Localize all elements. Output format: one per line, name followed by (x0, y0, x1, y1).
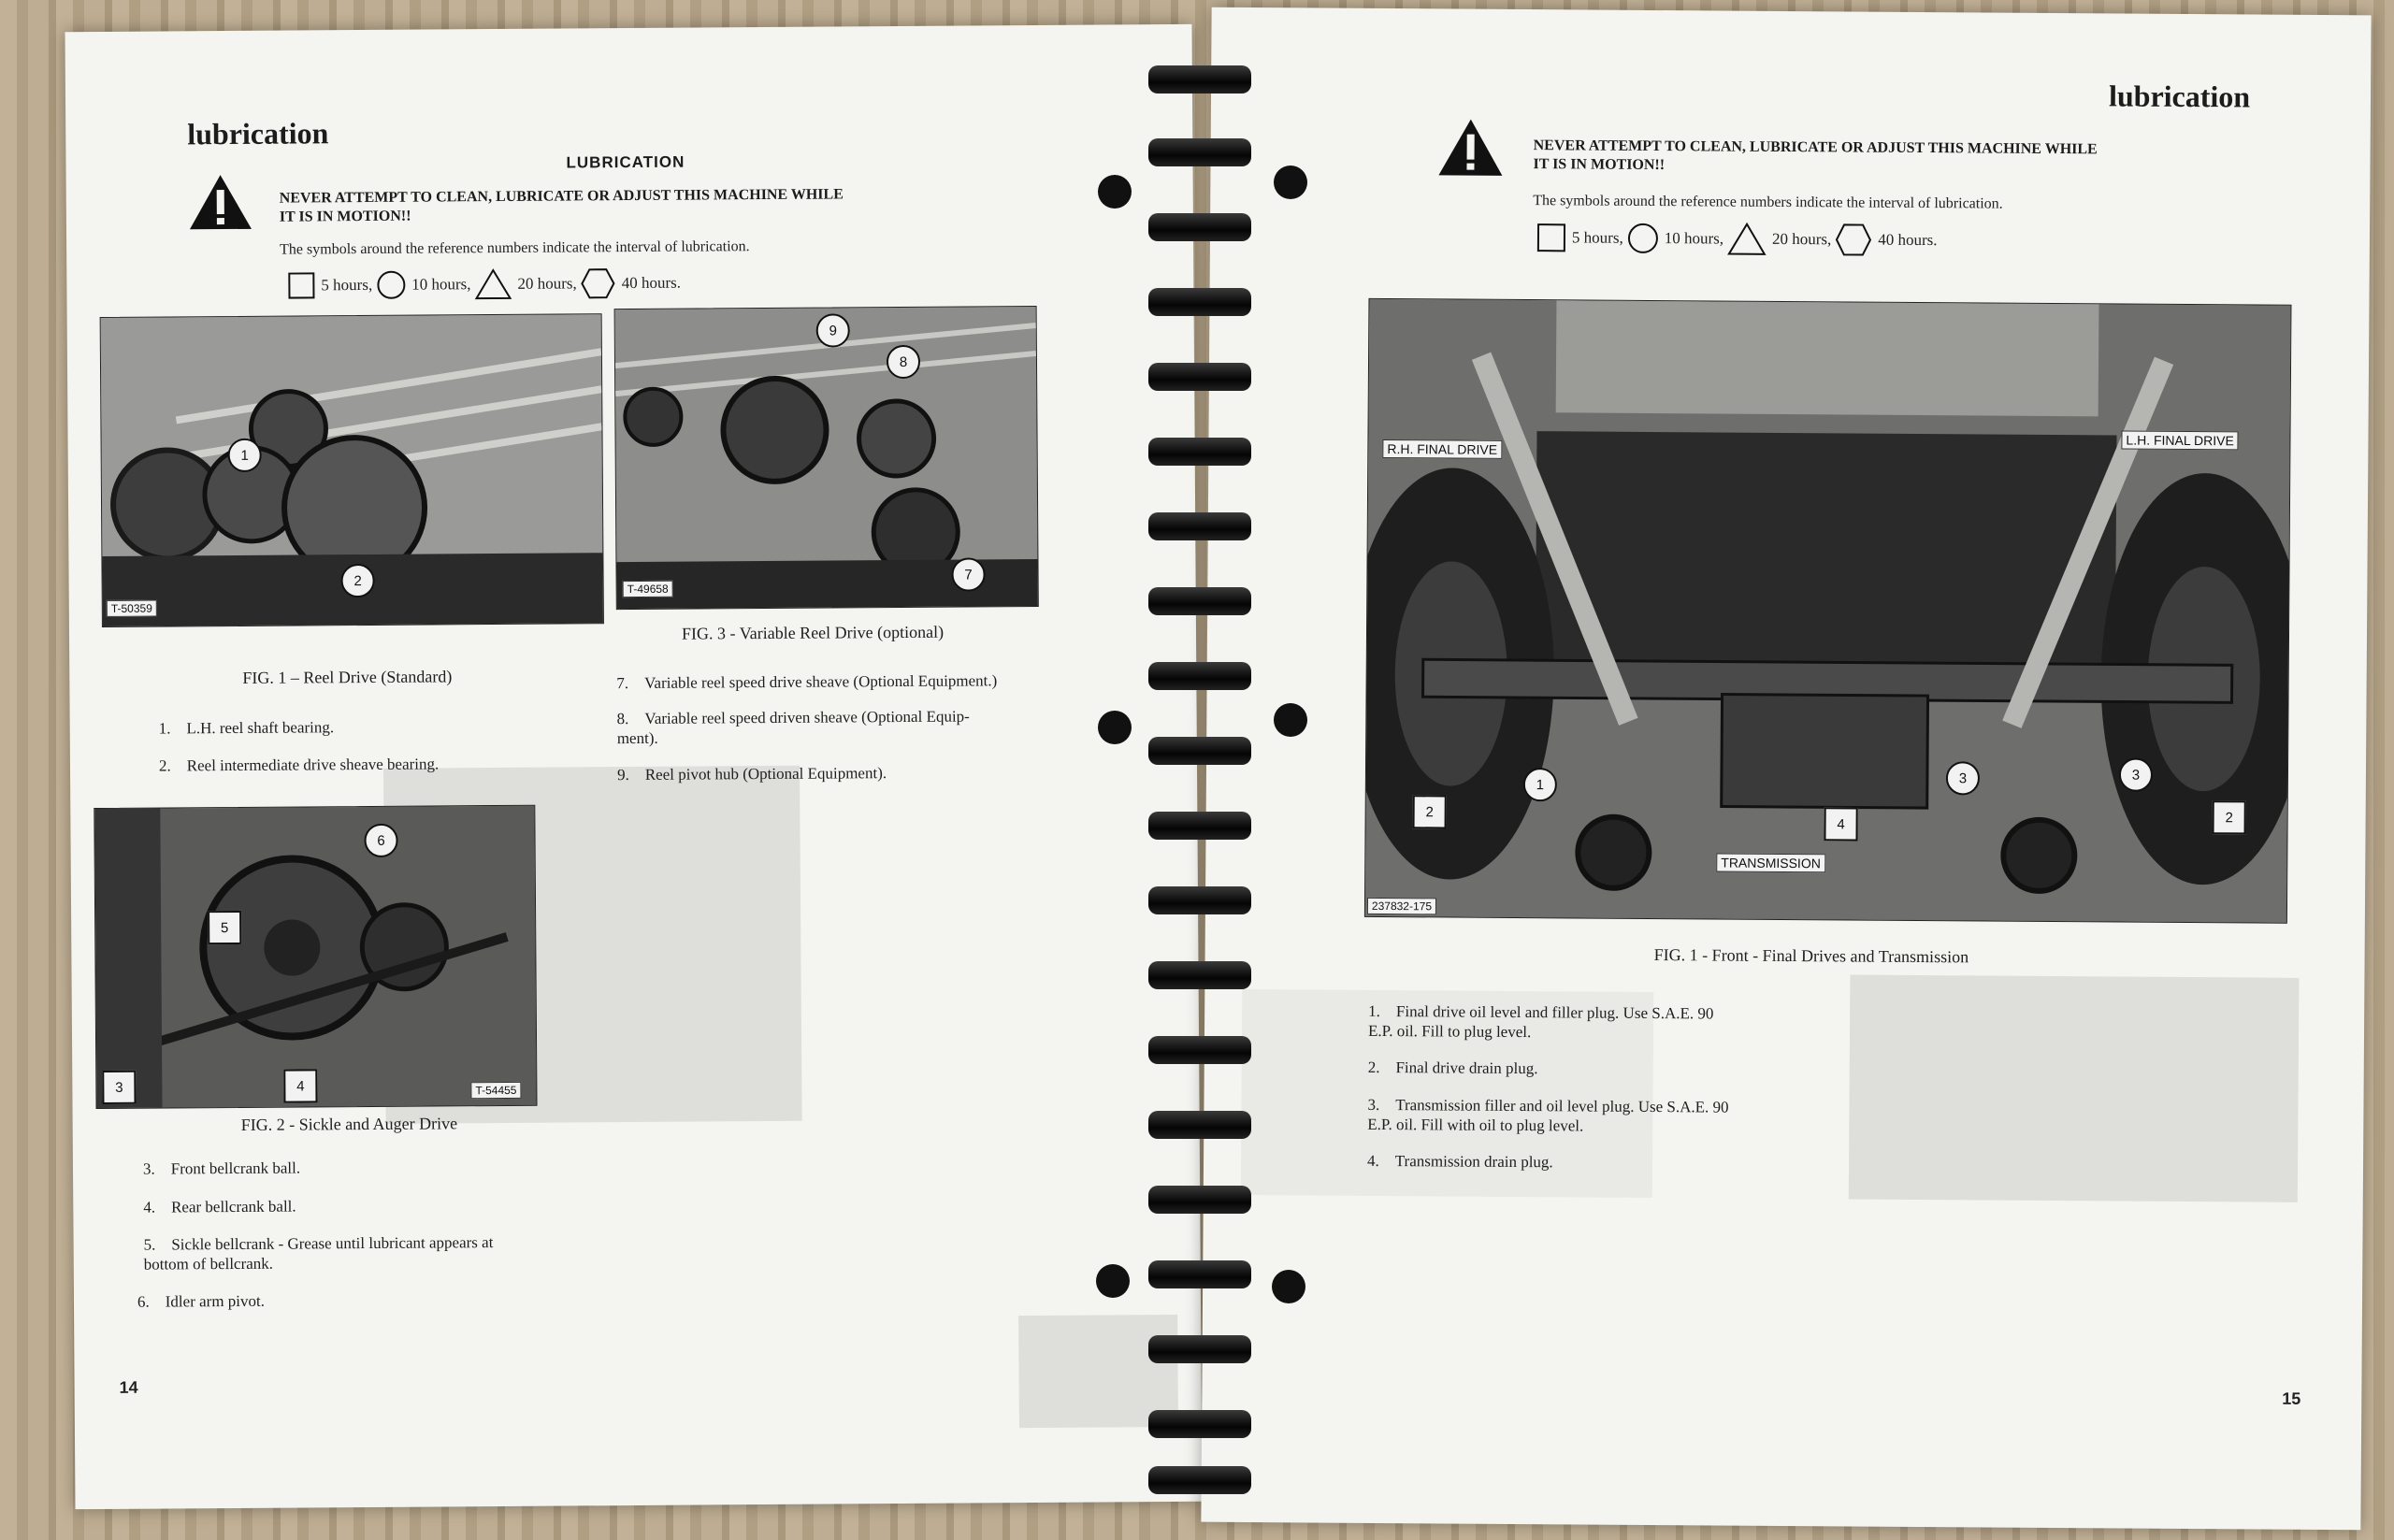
left-page (65, 24, 1202, 1509)
circle-symbol-icon (376, 270, 406, 300)
list-item: 7. Variable reel speed drive sheave (Optional Equipment.) (616, 671, 998, 693)
sickle-drive-illustration (94, 806, 536, 1108)
hexagon-symbol-icon (1835, 223, 1872, 256)
lh-final-drive-label: L.H. FINAL DRIVE (2121, 430, 2239, 450)
warning-icon (1436, 117, 1504, 178)
interval-legend (1533, 221, 1938, 257)
fig3-photo-id: T-49658 (623, 581, 673, 597)
page-heading: LUBRICATION (566, 152, 685, 172)
section-title: lubrication (2108, 79, 2251, 114)
list-item: 4. Rear bellcrank ball. (143, 1197, 296, 1216)
binding-coil (1148, 65, 1251, 94)
interval-intro: The symbols around the reference numbers indicate the interval of lubrication. (280, 238, 750, 258)
binding-coil (1148, 812, 1251, 840)
list-item: 9. Reel pivot hub (Optional Equipment). (616, 764, 887, 784)
symbol-label-5h: 5 hours, (1571, 228, 1623, 247)
binding-coil (1148, 886, 1251, 914)
binding-coil (1148, 1466, 1251, 1494)
list-item: 8. Variable reel speed driven sheave (Optional Equip- ment). (616, 707, 970, 748)
fig1-photo-id: 237832-175 (1367, 898, 1436, 915)
binding-coil (1148, 213, 1251, 241)
fig1-callout-2: 2 (340, 564, 374, 597)
fig1-callout-3-lh: 3 (2119, 757, 2153, 791)
page-number: 15 (2282, 1389, 2301, 1408)
triangle-symbol-icon (1727, 223, 1767, 256)
fig3-caption: FIG. 3 - Variable Reel Drive (optional) (681, 622, 945, 643)
circle-symbol-icon (1627, 223, 1659, 254)
binding-coil (1148, 1111, 1251, 1139)
symbol-label-5h: 5 hours, (321, 275, 373, 295)
fig1-caption: FIG. 1 - Front - Final Drives and Transmission (1653, 945, 1969, 967)
fig2-callout-6: 6 (364, 824, 397, 857)
punch-hole (1274, 166, 1307, 199)
binding-coil (1148, 587, 1251, 615)
warning-icon (188, 173, 253, 231)
interval-intro: The symbols around the reference numbers indicate the interval of lubrication. (1533, 193, 2003, 212)
binding-coil (1148, 1036, 1251, 1064)
binding-coil (1148, 1186, 1251, 1214)
square-symbol-icon (1536, 223, 1566, 252)
fig1-callout-1: 1 (228, 439, 262, 472)
binding-coil (1148, 138, 1251, 166)
square-symbol-icon (287, 271, 315, 299)
binding-coil (1148, 288, 1251, 316)
fig3-variable-reel-drive-photo (614, 306, 1039, 610)
fig3-callout-8: 8 (887, 345, 920, 379)
fig3-callout-7: 7 (951, 557, 985, 591)
list-item: 3. Transmission filler and oil level plug. Use S.A.E. 90 E.P. oil. Fill with oil to plug level. (1367, 1095, 1729, 1135)
fig2-sickle-auger-photo (94, 805, 537, 1109)
list-item: 3. Front bellcrank ball. (142, 1159, 301, 1178)
symbol-label-40h: 40 hours. (621, 273, 682, 293)
binding-coil (1148, 438, 1251, 466)
binding-coil (1148, 961, 1251, 989)
list-item: 4. Transmission drain plug. (1366, 1151, 1553, 1172)
punch-hole (1096, 1264, 1130, 1298)
triangle-symbol-icon (474, 268, 512, 300)
symbol-label-20h: 20 hours, (1771, 229, 1832, 249)
bleed-through-block (1849, 974, 2300, 1202)
list-item: 2. Final drive drain plug. (1367, 1058, 1538, 1078)
punch-hole (1272, 1270, 1305, 1303)
fig1-callout-4: 4 (1824, 807, 1857, 841)
binding-coil (1148, 1260, 1251, 1288)
binding-coil (1148, 512, 1251, 540)
page-number: 14 (119, 1377, 138, 1397)
transmission-label: TRANSMISSION (1716, 853, 1825, 872)
symbol-label-10h: 10 hours, (411, 275, 471, 294)
warning-line-2: IT IS IN MOTION!! (1533, 156, 1666, 174)
symbol-label-20h: 20 hours, (517, 274, 577, 293)
fig2-callout-3: 3 (102, 1071, 136, 1104)
fig1-caption: FIG. 1 – Reel Drive (Standard) (242, 667, 453, 687)
list-item: 2. Reel intermediate drive sheave bearing. (158, 755, 440, 775)
fig1-callout-2-lh: 2 (2213, 800, 2246, 834)
list-item: 5. Sickle bellcrank - Grease until lubricant appears at bottom of bellcrank. (143, 1233, 494, 1274)
fig2-photo-id: T-54455 (470, 1082, 521, 1099)
fig3-callout-9: 9 (816, 313, 850, 347)
fig2-callout-4: 4 (283, 1069, 317, 1102)
symbol-label-40h: 40 hours. (1878, 230, 1938, 250)
list-item: 6. Idler arm pivot. (137, 1291, 266, 1311)
symbol-label-10h: 10 hours, (1664, 229, 1724, 248)
fig1-final-drives-photo (1364, 298, 2292, 924)
warning-text (1533, 137, 2097, 178)
binding-coil (1148, 1335, 1251, 1363)
binding-coil (1148, 1410, 1251, 1438)
fig1-reel-drive-photo (100, 313, 604, 627)
warning-line-2: IT IS IN MOTION!! (279, 208, 411, 225)
warning-text (280, 185, 844, 226)
list-item: 1. Final drive oil level and filler plug. Use S.A.E. 90 E.P. oil. Fill to plug level. (1367, 1001, 1714, 1042)
punch-hole (1098, 175, 1132, 209)
fig2-caption: FIG. 2 - Sickle and Auger Drive (240, 1114, 458, 1134)
fig1-callout-3: 3 (1946, 761, 1980, 795)
punch-hole (1274, 703, 1307, 737)
warning-line-1: NEVER ATTEMPT TO CLEAN, LUBRICATE OR ADJUST THIS MACHINE WHILE (279, 186, 844, 207)
hexagon-symbol-icon (581, 267, 616, 299)
right-page (1201, 7, 2371, 1531)
interval-legend (283, 267, 681, 302)
list-item: 1. L.H. reel shaft bearing. (158, 718, 335, 738)
fig2-callout-5: 5 (208, 911, 241, 944)
section-title: lubrication (187, 116, 329, 151)
binding-coil (1148, 363, 1251, 391)
warning-line-1: NEVER ATTEMPT TO CLEAN, LUBRICATE OR ADJUST THIS MACHINE WHILE (1533, 137, 2098, 158)
binding-coil (1148, 662, 1251, 690)
fig1-photo-id: T-50359 (107, 600, 157, 617)
fig1-callout-1-rh: 1 (1523, 768, 1557, 801)
punch-hole (1098, 711, 1132, 744)
binding-coil (1148, 737, 1251, 765)
rh-final-drive-label: R.H. FINAL DRIVE (1382, 439, 1502, 459)
fig1-callout-2-rh: 2 (1413, 795, 1447, 828)
